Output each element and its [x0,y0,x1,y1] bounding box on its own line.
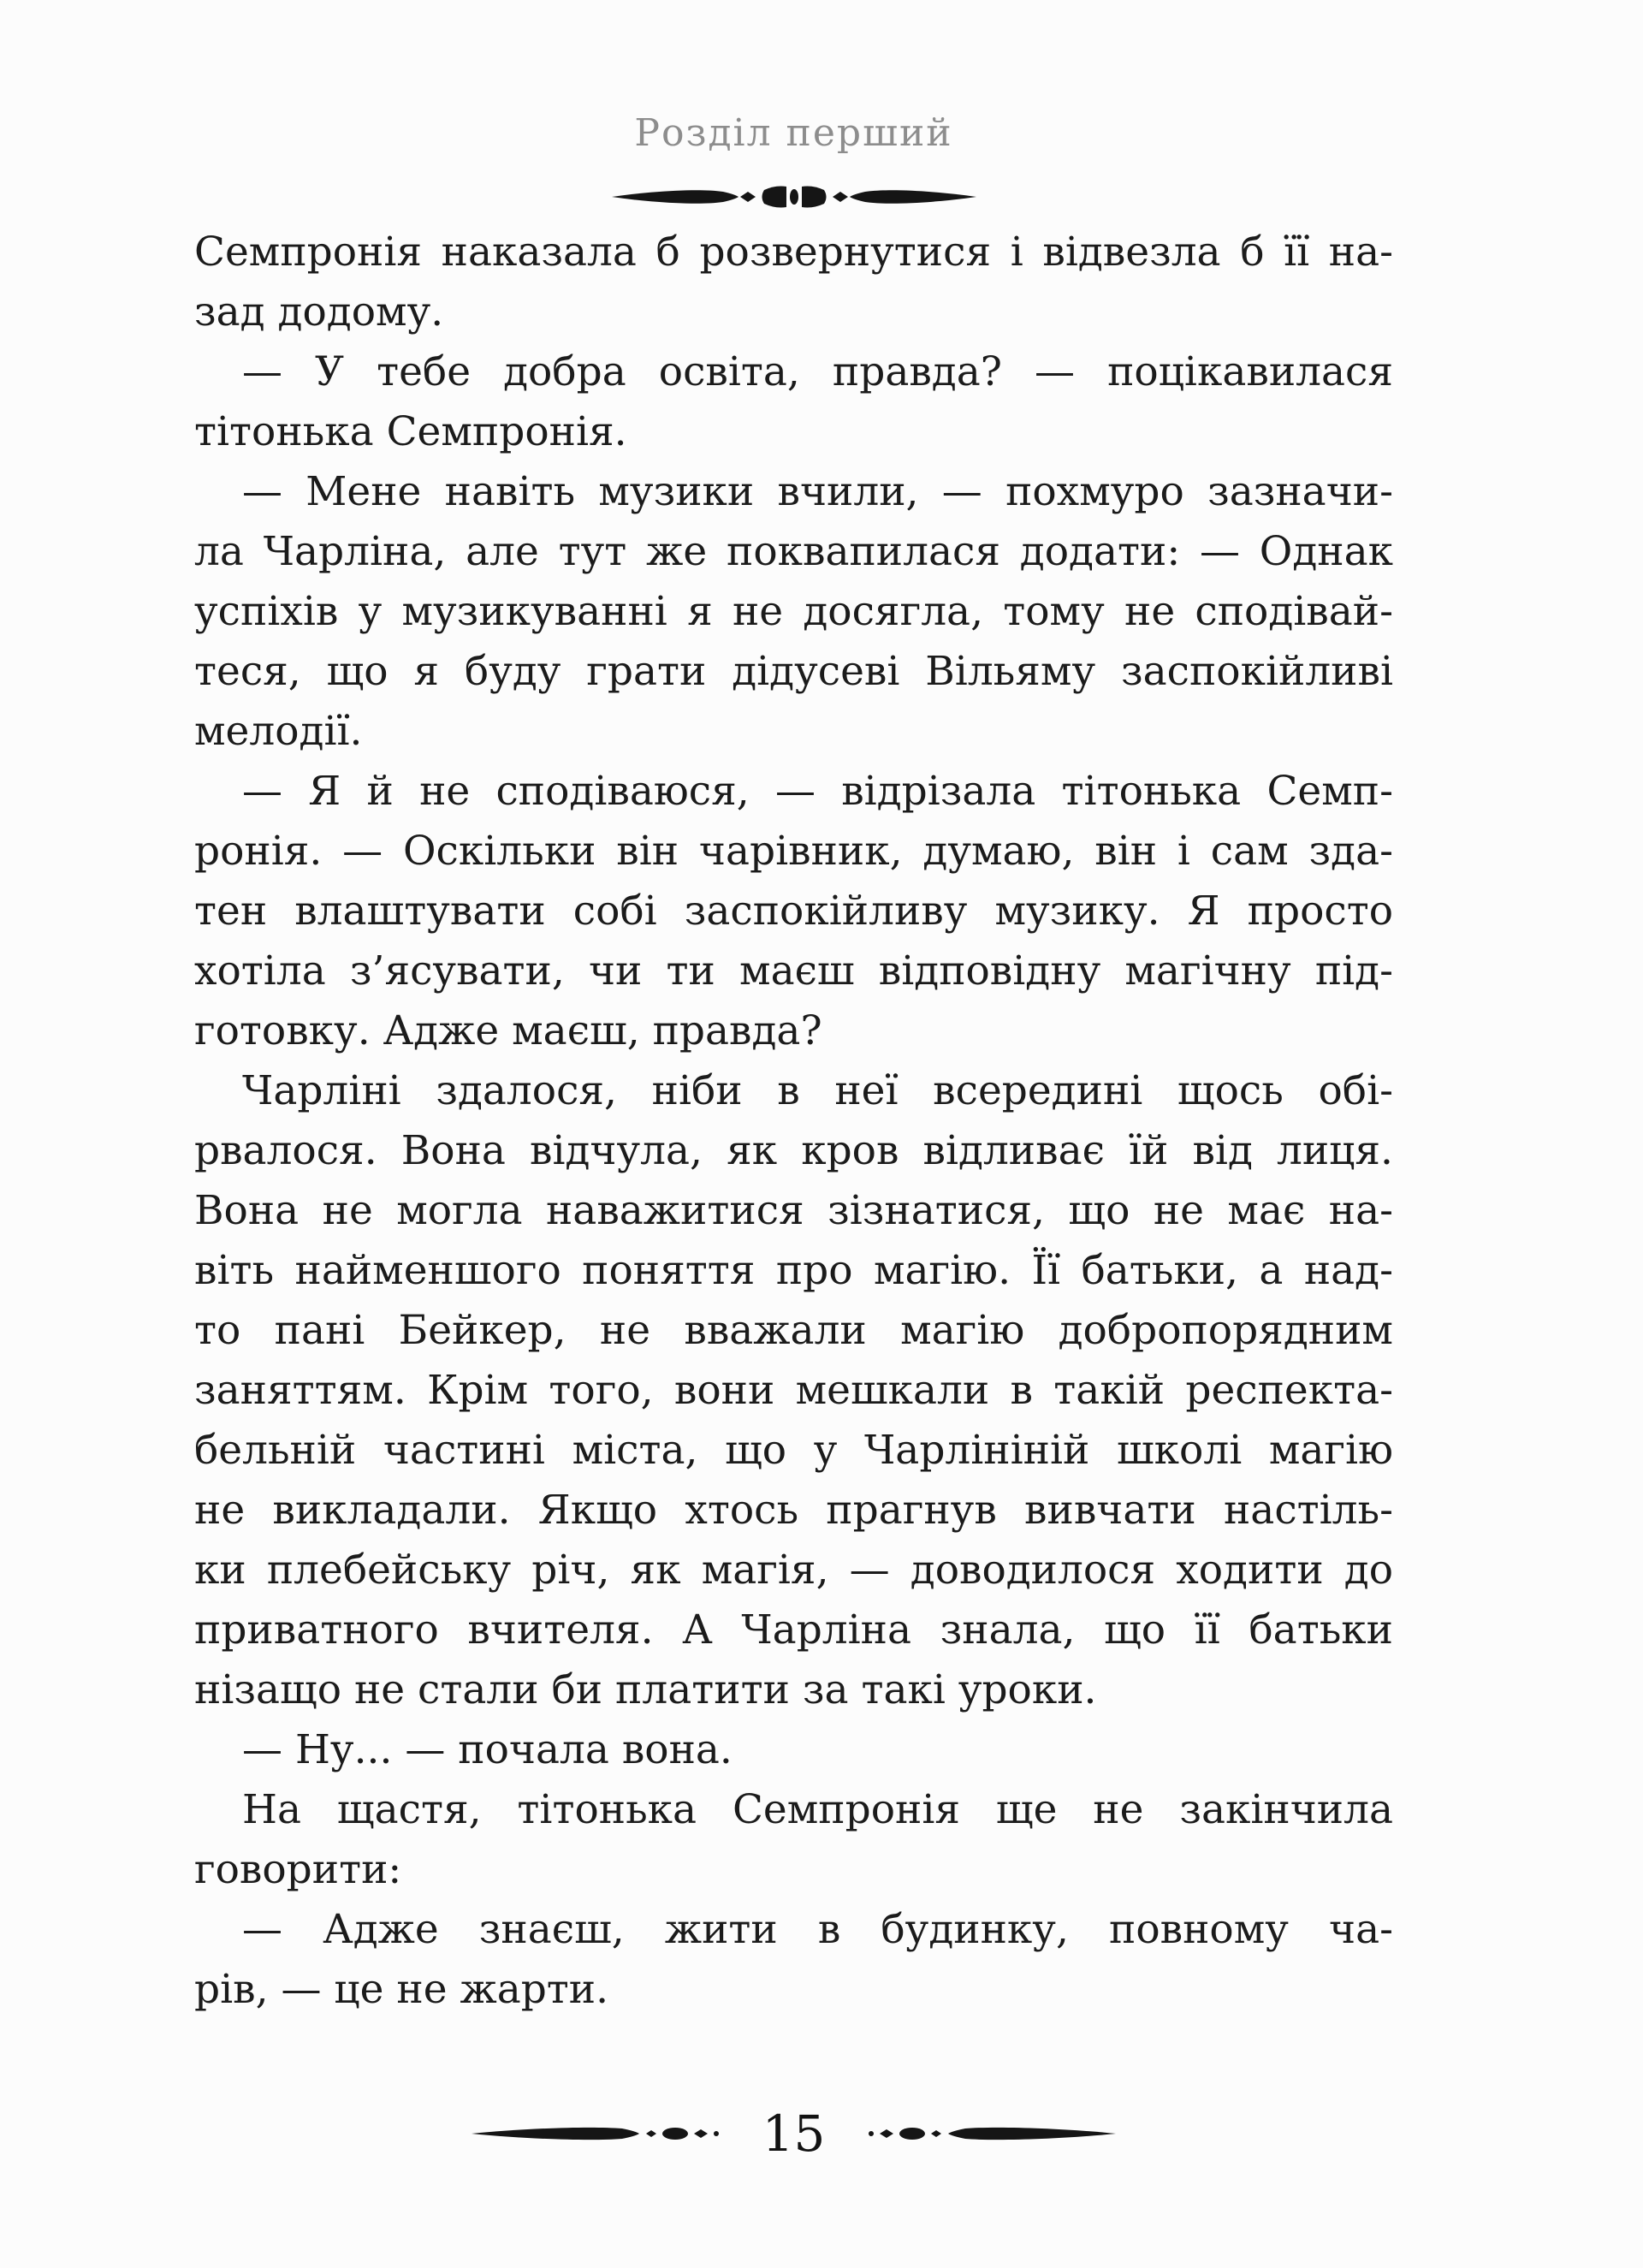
text-line: не викладали. Якщо хтось прагнув вивчати настіль- [194,1487,1393,1534]
text-line: — У тебе добра освіта, правда? — поцікавилася [242,348,1393,395]
text-line: віть найменшого поняття про магію. Її батьки, а над- [194,1247,1393,1294]
text-line: Чарліні здалося, ніби в неї всередині щось обі- [242,1067,1393,1114]
text-line: рвалося. Вона відчула, як кров відливає їй від лиця. [194,1127,1393,1174]
text-line: тен влаштувати собі заспокійливу музику. Я просто [194,888,1393,935]
chapter-divider-ornament [194,180,1393,214]
text-line: На щастя, тітонька Семпронія ще не закінчила [242,1786,1393,1833]
text-line: Вона не могла наважитися зізнатися, що не має на- [194,1187,1393,1234]
footer-flourish-right-icon [861,2120,1118,2147]
text-line: Семпронія наказала б розвернутися і відвезла б її на- [194,229,1393,276]
text-line: говорити: [194,1846,402,1893]
text-line: приватного вчителя. А Чарліна знала, що її батьки [194,1606,1393,1654]
text-line: мелодії. [194,708,363,755]
text-line: рів, — це не жарти. [194,1966,609,2013]
footer-flourish-left-icon [470,2120,727,2147]
text-line: успіхів у музикуванні я не досягла, тому не сподівай- [194,588,1393,635]
page-number: 15 [762,2105,826,2163]
text-line: готовку. Адже маєш, правда? [194,1007,822,1054]
text-line: тітонька Семпронія. [194,408,627,455]
text-line: заняттям. Крім того, вони мешкали в такій респекта- [194,1367,1393,1414]
page-footer [194,2095,1393,2172]
text-line: — Я й не сподіваюся, — відрізала тітонька Семп- [242,768,1393,815]
text-line: ла Чарліна, але тут же поквапилася додати: — Однак [194,528,1393,575]
text-line: нізащо не стали би платити за такі уроки. [194,1666,1097,1713]
text-line: то пані Бейкер, не вважали магію добропорядним [194,1307,1393,1354]
text-line: теся, що я буду грати дідусеві Вільяму заспокійливі [194,648,1393,695]
text-line: ки плебейську річ, як магія, — доводилося ходити до [194,1547,1393,1594]
text-line: — Адже знаєш, жити в будинку, повному ча- [242,1906,1393,1953]
chapter-header: Розділ перший [634,111,953,155]
body-text [194,223,1393,2020]
text-line: хотіла з’ясувати, чи ти маєш відповідну магічну під- [194,947,1393,994]
text-line: бельній частині міста, що у Чарлініній школі магію [194,1427,1393,1474]
text-line: зад додому. [194,288,444,335]
text-line: — Ну... — почала вона. [242,1726,733,1773]
text-line: — Мене навіть музики вчили, — похмуро зазначи- [242,468,1393,515]
text-line: ронія. — Оскільки він чарівник, думаю, він і сам зда- [194,828,1393,875]
